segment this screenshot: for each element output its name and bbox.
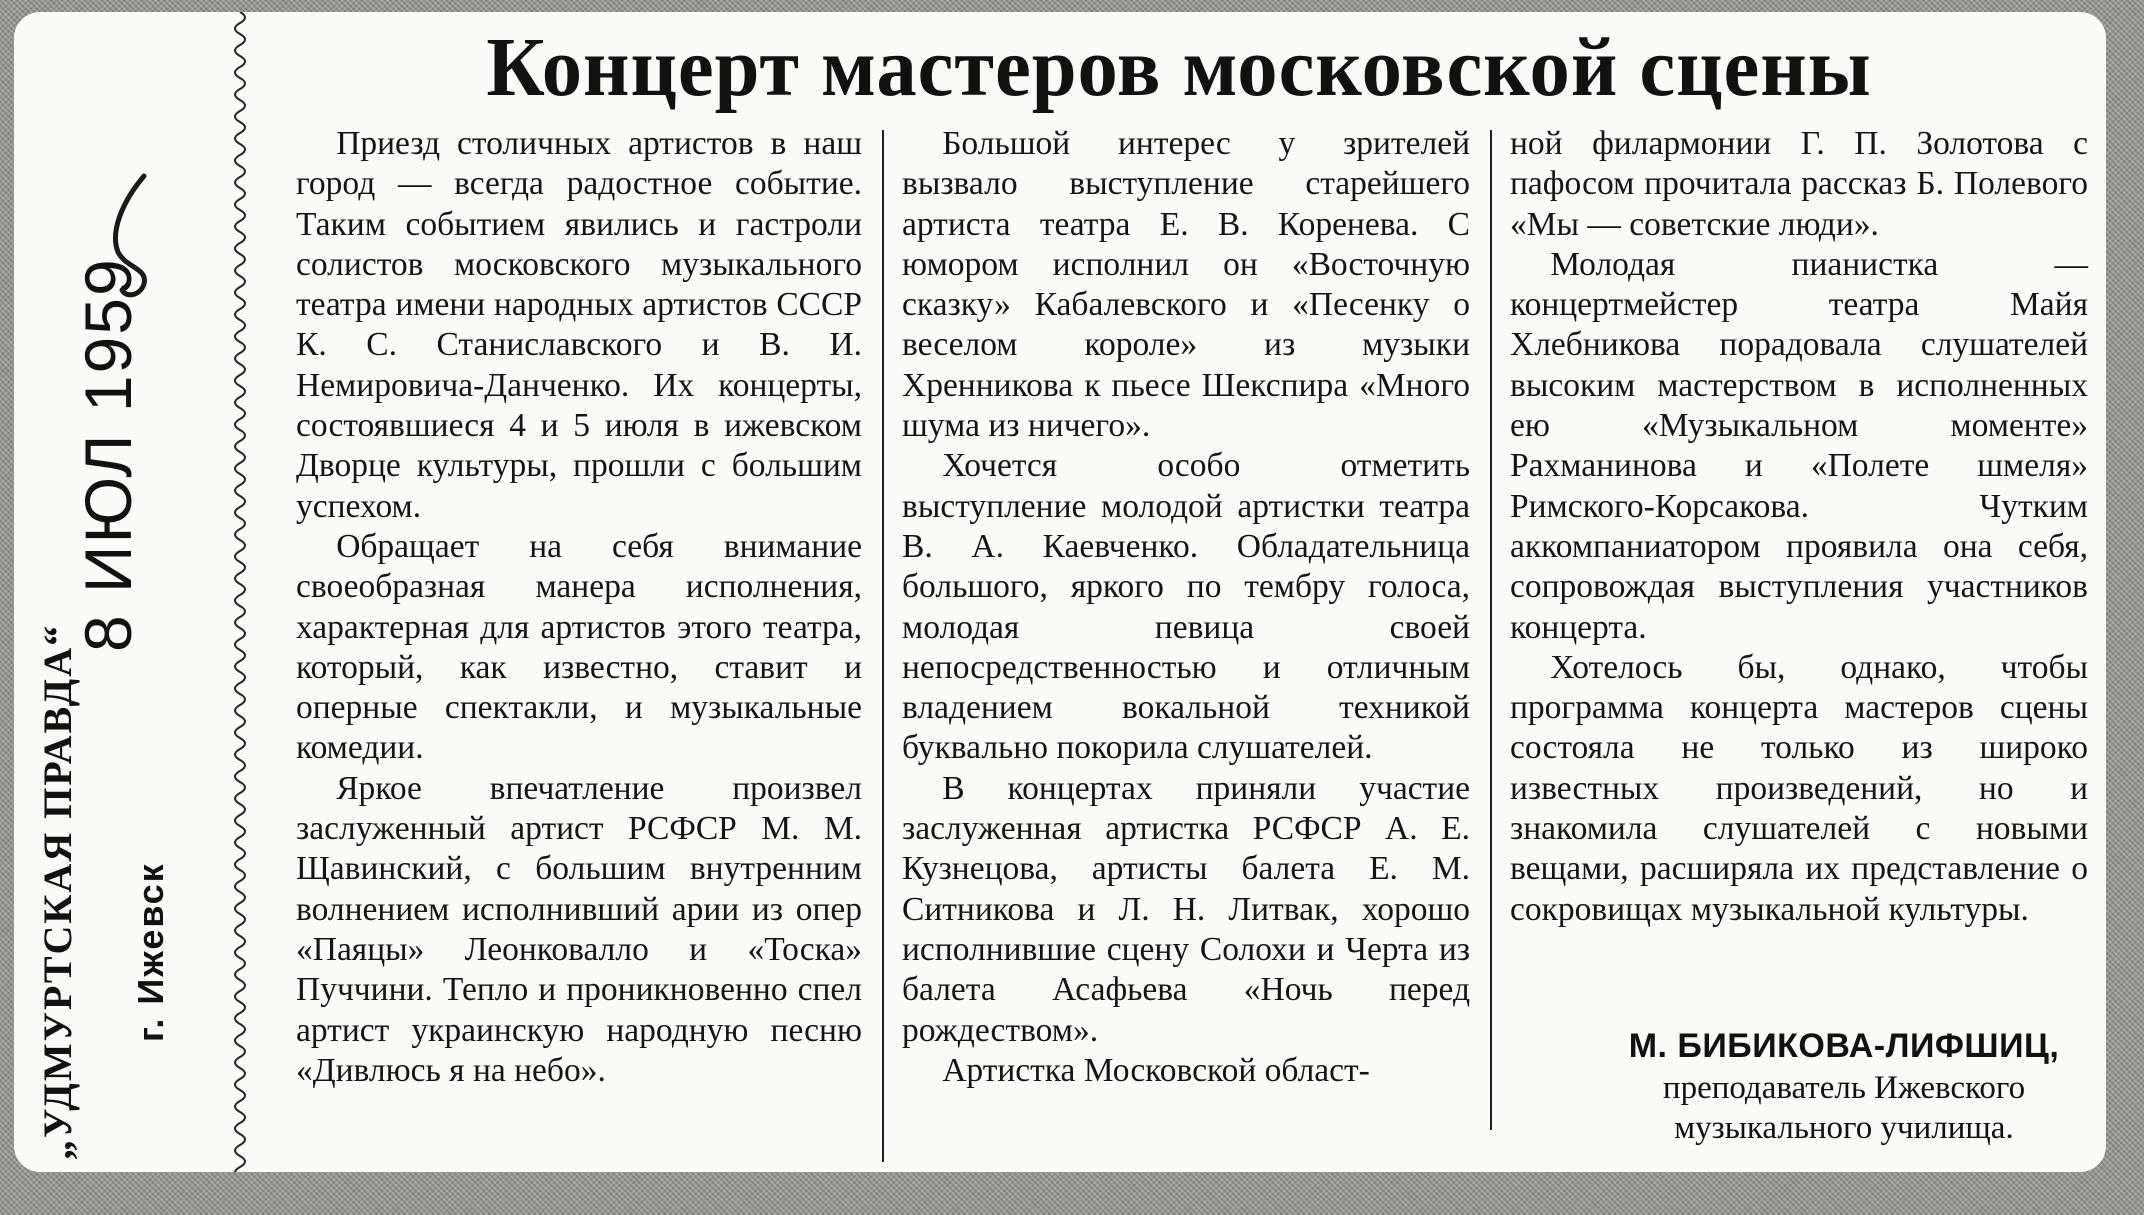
- article-column-2: [902, 124, 1470, 1091]
- pencil-mark-icon: [92, 172, 162, 302]
- article-column-1: [296, 124, 862, 1091]
- clipping-source-label: [14, 12, 254, 1172]
- city-label: г. Ижевск: [130, 862, 171, 1042]
- paragraph: Хочется особо отметить выступление молодой артистки театра В. А. Каевченко. Обладательница большого, яркого по тембру голоса, молодая певица своей непосредственностью и отличным владением вокальной техникой буквально покорила слушателей.: [902, 447, 1470, 767]
- paragraph: Молодая пианистка — концертмейстер театра Майя Хлебникова порадовала слушателей высоким мастерством в исполненных ею «Музыкальном моменте» Рахманинова и «Полете шмеля» Римского-Корсакова. Чутким аккомпаниатором проявила она себя, сопровождая выступления участников концерта.: [1510, 245, 2088, 646]
- author-name: М. БИБИКОВА-ЛИФШИЦ,: [1628, 1027, 2060, 1065]
- paragraph: Приезд столичных артистов в наш город — всегда радостное событие. Таким событием явились и гастроли солистов московского музыкального театра имени народных артистов СССР К. С. Станиславского и В. И. Немировича-Данченко. Их концерты, состоявшиеся 4 и 5 июля в ижевском Дворце культуры, прошли с большим успехом.: [296, 125, 862, 525]
- article-column-3: [1510, 124, 2088, 930]
- author-signature: [1604, 1024, 2084, 1148]
- paragraph: Артистка Московской област-: [942, 1051, 1370, 1089]
- author-title: преподаватель Ижевского: [1662, 1070, 2026, 1106]
- author-title: музыкального училища.: [1674, 1110, 2014, 1146]
- paragraph: ной филармонии Г. П. Золотова с пафосом прочитала рассказ Б. Полевого «Мы — советские люди».: [1510, 125, 2088, 243]
- paragraph: Большой интерес у зрителей вызвало выступление старейшего артиста театра Е. В. Коренева. С юмором исполнил он «Восточную сказку» Кабалевского и «Песенку о веселом короле» из музыки Хренникова к пьесе Шекспира «Много шума из ничего».: [902, 125, 1470, 445]
- column-rule: [1490, 130, 1492, 1130]
- column-rule: [882, 130, 884, 1162]
- newspaper-name: „УДМУРТСКАЯ ПРАВДА“: [35, 623, 80, 1160]
- date-stamp: 8 ИЮЛ 1959: [71, 257, 145, 652]
- paragraph: В концертах приняли участие заслуженная артистка РСФСР А. Е. Кузнецова, артисты балета Е. М. Ситникова и Л. Н. Литвак, хорошо исполнившие сцену Солохи и Черта из балета Асафьева «Ночь перед рождеством».: [902, 769, 1470, 1049]
- paragraph: Яркое впечатление произвел заслуженный артист РСФСР М. М. Щавинский, с большим внутренним волнением исполнивший арии из опер «Паяцы» Леонковалло и «Тоска» Пуччини. Тепло и проникновенно спел артист украинскую народную песню «Дивлюсь я на небо».: [296, 769, 862, 1089]
- paragraph: Обращает на себя внимание своеобразная манера исполнения, характерная для артистов этого театра, который, как известно, ставит и оперные спектакли, и музыкальные комедии.: [296, 527, 862, 767]
- torn-edge-divider: [228, 12, 252, 1172]
- newspaper-clipping: [14, 12, 2106, 1172]
- article-headline: Концерт мастеров московской сцены: [486, 21, 1872, 114]
- paragraph: Хотелось бы, однако, чтобы программа концерта мастеров сцены состояла не только из широко известных произведений, но и знакомила слушателей с новыми вещами, расширяла их представление о сокровищах музыкальной культуры.: [1510, 648, 2088, 928]
